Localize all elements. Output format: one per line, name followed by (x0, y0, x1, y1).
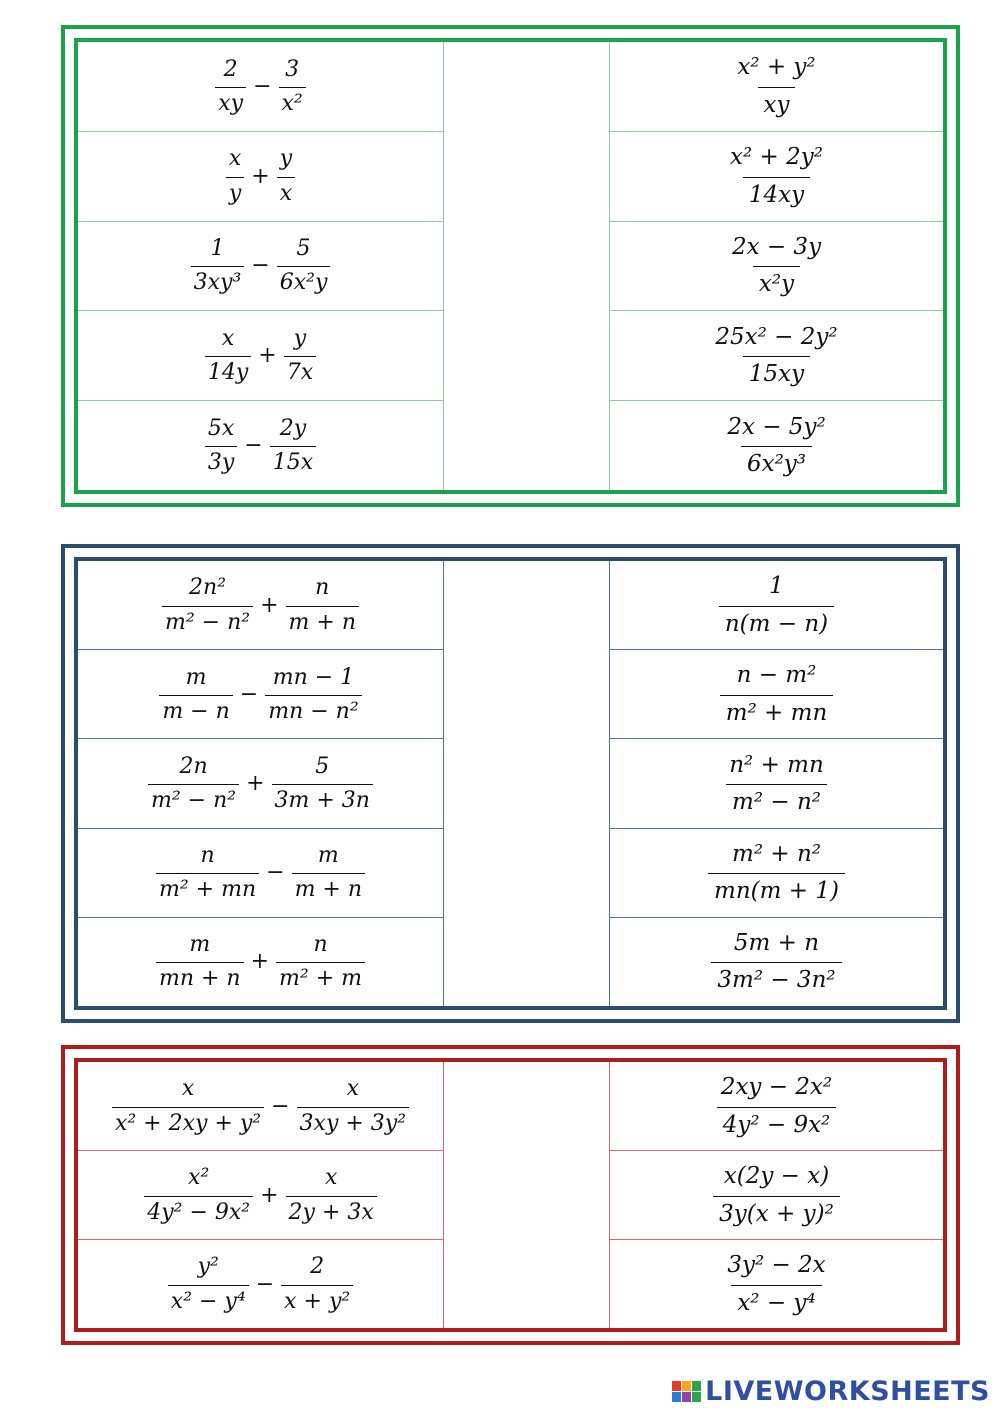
fraction-denominator: 7x (284, 356, 316, 385)
fraction-denominator: mn + n (156, 962, 244, 991)
fraction-denominator: 3xy³ (191, 266, 245, 295)
fraction-numerator: x (324, 1165, 338, 1191)
operator: + (250, 949, 270, 975)
fraction-numerator: 2y (279, 415, 307, 441)
fraction-denominator: y (226, 177, 244, 206)
fraction-numerator: 2 (223, 56, 238, 82)
operator: − (255, 1271, 275, 1297)
green-expression-cell (78, 311, 443, 401)
fraction-denominator: n(m − n) (719, 606, 834, 637)
fraction-numerator: 5 (296, 236, 311, 262)
red-expression-cell (78, 1062, 443, 1151)
fraction-numerator: n² + mn (729, 751, 824, 778)
fraction-denominator: 14xy (743, 177, 810, 208)
fraction-denominator: m + n (292, 873, 365, 902)
fraction-denominator: x (277, 177, 295, 206)
fraction-numerator: 2n² (189, 575, 227, 601)
blue-answers-column (610, 561, 943, 1006)
red-drop-slot[interactable] (444, 1062, 609, 1328)
blue-answer-cell[interactable] (610, 650, 943, 739)
fraction-numerator: m (317, 842, 339, 868)
blue-expression-cell (78, 561, 443, 650)
fraction-numerator: x (221, 325, 235, 351)
fraction-denominator: x + y² (281, 1285, 353, 1314)
fraction-denominator: xy (215, 87, 246, 116)
fraction-denominator: 4y² − 9x² (144, 1196, 253, 1225)
green-expression-cell (78, 132, 443, 222)
fraction-denominator: 3y(x + y)² (713, 1196, 840, 1227)
fraction-denominator: 15x (270, 446, 316, 475)
operator: − (266, 860, 285, 886)
green-drop-slot[interactable] (444, 42, 609, 490)
fraction-numerator: n − m² (736, 662, 817, 689)
green-expression-cell (78, 42, 443, 132)
green-expression-cell (78, 401, 443, 490)
blue-expressions-column (78, 561, 444, 1006)
green-answer-cell[interactable] (610, 132, 943, 222)
red-answer-cell[interactable] (610, 1151, 943, 1240)
fraction-numerator: 1 (210, 236, 225, 262)
fraction-denominator: mn(m + 1) (708, 873, 845, 904)
fraction-numerator: m (185, 664, 207, 690)
red-exercise-box (61, 1045, 960, 1345)
fraction-numerator: 5x (207, 415, 235, 441)
logo-mark-icon (672, 1381, 701, 1402)
fraction-numerator: n (200, 842, 215, 868)
fraction-denominator: 6x²y³ (741, 446, 812, 477)
fraction-denominator: x² − y⁴ (168, 1285, 249, 1314)
fraction-denominator: 3m² − 3n² (711, 962, 841, 993)
fraction-numerator: x (181, 1076, 195, 1102)
blue-answer-cell[interactable] (610, 918, 943, 1006)
green-answers-column (610, 42, 943, 490)
fraction-numerator: m (189, 932, 211, 958)
fraction-denominator: m² + mn (156, 873, 259, 902)
blue-drop-slot[interactable] (444, 561, 609, 1006)
fraction-numerator: y (279, 146, 293, 172)
red-expression-cell (78, 1151, 443, 1240)
blue-expression-cell (78, 650, 443, 739)
logo-text: LIVEWORKSHEETS (705, 1376, 990, 1407)
fraction-numerator: 1 (769, 573, 784, 600)
fraction-denominator: m² + mn (720, 695, 834, 726)
operator: − (271, 1093, 290, 1119)
blue-exercise-box (61, 544, 960, 1023)
fraction-denominator: xy (758, 87, 796, 118)
fraction-numerator: y (293, 325, 307, 351)
operator: − (239, 681, 259, 707)
red-answers-column (610, 1062, 943, 1328)
red-answer-cell[interactable] (610, 1062, 943, 1151)
fraction-denominator: 2y + 3x (286, 1196, 377, 1225)
blue-drop-column[interactable] (444, 561, 610, 1006)
fraction-numerator: 3 (285, 56, 300, 82)
green-exercise-box (61, 25, 960, 507)
fraction-numerator: x(2y − x) (723, 1163, 830, 1190)
fraction-denominator: mn − n² (265, 695, 361, 724)
fraction-numerator: n (313, 932, 328, 958)
fraction-denominator: m − n (159, 695, 232, 724)
fraction-denominator: m + n (286, 606, 359, 635)
liveworksheets-logo[interactable] (672, 1376, 990, 1407)
fraction-denominator: m² − n² (726, 784, 827, 815)
fraction-numerator: 2x − 5y² (727, 413, 826, 440)
fraction-denominator: 3xy + 3y² (297, 1107, 410, 1136)
fraction-denominator: m² + m (276, 962, 365, 991)
blue-answer-cell[interactable] (610, 739, 943, 828)
operator: + (258, 343, 277, 369)
fraction-numerator: x² + y² (737, 54, 816, 81)
fraction-numerator: n (315, 575, 330, 601)
fraction-numerator: x² + 2y² (730, 144, 823, 171)
green-expression-cell (78, 222, 443, 312)
fraction-numerator: x (228, 146, 242, 172)
green-answer-cell[interactable] (610, 222, 943, 312)
fraction-numerator: 2x − 3y (731, 234, 822, 261)
fraction-denominator: 6x²y (277, 266, 331, 295)
green-answer-cell[interactable] (610, 401, 943, 490)
green-drop-column[interactable] (444, 42, 610, 490)
fraction-denominator: m² − n² (148, 784, 239, 813)
fraction-denominator: x²y (753, 266, 800, 297)
green-inner-frame (74, 38, 947, 494)
fraction-numerator: 2n (179, 753, 208, 779)
fraction-numerator: 2xy − 2x² (720, 1074, 833, 1101)
fraction-denominator: 14y (205, 356, 251, 385)
fraction-numerator: x (346, 1076, 359, 1102)
fraction-numerator: 5m + n (733, 929, 820, 956)
fraction-numerator: 25x² − 2y² (715, 323, 838, 350)
fraction-denominator: x² + 2xy + y² (112, 1107, 264, 1136)
blue-answer-cell[interactable] (610, 561, 943, 650)
green-answer-cell[interactable] (610, 311, 943, 401)
operator: + (246, 771, 265, 796)
fraction-numerator: 5 (315, 753, 330, 779)
fraction-denominator: x² (279, 87, 306, 116)
operator: + (251, 163, 270, 189)
fraction-numerator: m² + n² (732, 840, 821, 867)
blue-expression-cell (78, 829, 443, 918)
blue-expression-cell (78, 739, 443, 828)
blue-expression-cell (78, 918, 443, 1006)
blue-inner-frame (74, 557, 947, 1010)
green-expressions-column (78, 42, 444, 490)
red-expressions-column (78, 1062, 444, 1328)
fraction-numerator: mn − 1 (272, 664, 355, 690)
operator: − (251, 253, 270, 279)
red-drop-column[interactable] (444, 1062, 610, 1328)
operator: + (260, 1182, 279, 1208)
fraction-denominator: 4y² − 9x² (717, 1107, 837, 1138)
fraction-numerator: 3y² − 2x (727, 1252, 826, 1279)
green-answer-cell[interactable] (610, 42, 943, 132)
blue-answer-cell[interactable] (610, 829, 943, 918)
red-answer-cell[interactable] (610, 1240, 943, 1328)
operator: − (253, 73, 272, 99)
operator: − (244, 433, 263, 459)
fraction-denominator: 3y (205, 446, 237, 475)
fraction-numerator: 2 (310, 1254, 325, 1280)
operator: + (260, 592, 279, 618)
fraction-numerator: y² (197, 1254, 219, 1280)
fraction-denominator: m² − n² (162, 606, 253, 635)
fraction-denominator: 15xy (743, 356, 810, 387)
red-inner-frame (74, 1058, 947, 1332)
fraction-denominator: 3m + 3n (272, 784, 373, 813)
fraction-numerator: x² (188, 1165, 210, 1191)
fraction-denominator: x² − y⁴ (731, 1285, 821, 1316)
red-expression-cell (78, 1240, 443, 1328)
